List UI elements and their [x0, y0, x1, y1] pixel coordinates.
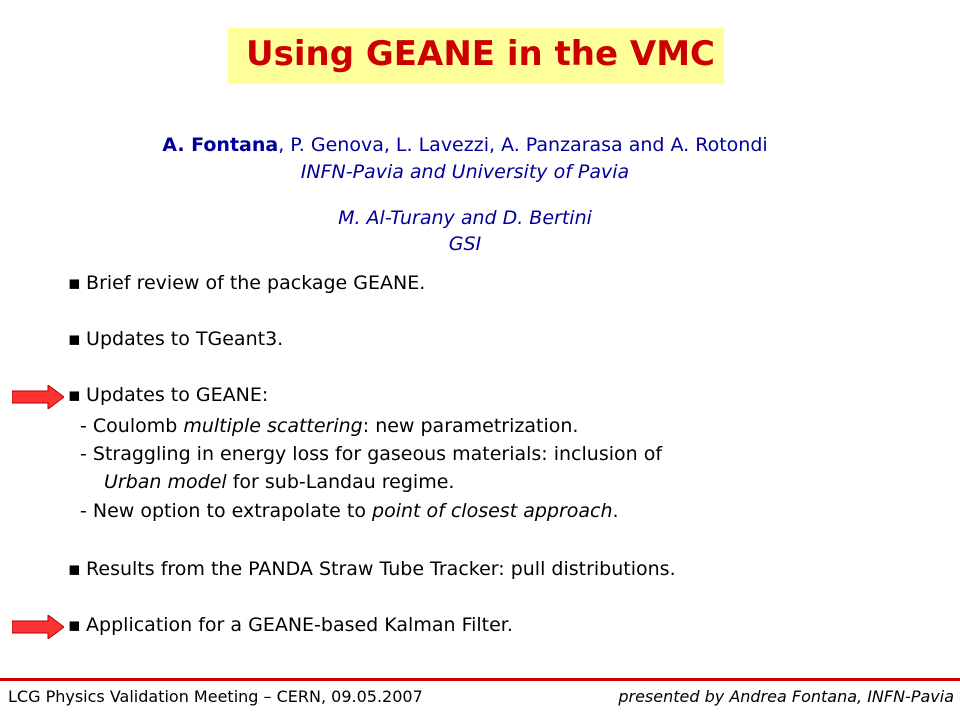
sub-text: for sub-Landau regime. — [226, 471, 455, 493]
red-arrow-icon — [12, 385, 64, 409]
red-arrow-icon — [12, 615, 64, 639]
sub-item — [104, 471, 454, 493]
bullet-icon: ▪ — [68, 384, 81, 406]
sub-text-emphasis: multiple scattering — [183, 415, 363, 437]
bullet-icon: ▪ — [68, 272, 81, 294]
bullet-item — [68, 272, 425, 294]
sub-text-emphasis: point of closest approach — [372, 500, 613, 522]
bullet-text: Brief review of the package GEANE. — [86, 272, 426, 294]
bullet-item — [68, 558, 676, 580]
slide-title: Using GEANE in the VMC — [246, 34, 715, 74]
footer-meeting: LCG Physics Validation Meeting – CERN, 09.05.2007 — [8, 687, 423, 706]
bullet-text: Updates to TGeant3. — [86, 328, 284, 350]
sub-text: - Coulomb — [80, 415, 184, 437]
bullet-text: Application for a GEANE-based Kalman Filter. — [86, 614, 513, 636]
bullet-icon: ▪ — [68, 614, 81, 636]
sub-item — [80, 500, 619, 522]
footer-divider — [0, 678, 960, 681]
other-authors: , P. Genova, L. Lavezzi, A. Panzarasa and A. Rotondi — [278, 134, 768, 156]
sub-text: - New option to extrapolate to — [80, 500, 373, 522]
bullet-text: Updates to GEANE: — [86, 384, 269, 406]
bullet-text: Results from the PANDA Straw Tube Tracker: pull distributions. — [86, 558, 676, 580]
affiliation: INFN-Pavia and University of Pavia — [300, 161, 630, 183]
second-author-group: M. Al-Turany and D. Bertini — [338, 207, 592, 229]
author-list — [0, 134, 930, 156]
sub-text: . — [612, 500, 619, 522]
sub-text-emphasis: Urban model — [104, 471, 227, 493]
sub-item: - Straggling in energy loss for gaseous materials: inclusion of — [80, 443, 663, 465]
lead-author: A. Fontana — [162, 134, 279, 156]
bullet-icon: ▪ — [68, 328, 81, 350]
footer-presenter: presented by Andrea Fontana, INFN-Pavia — [618, 687, 954, 706]
bullet-item — [68, 384, 268, 406]
sub-item — [80, 415, 578, 437]
bullet-item — [68, 328, 283, 350]
bullet-item — [68, 614, 513, 636]
second-affiliation: GSI — [448, 233, 482, 255]
sub-text: : new parametrization. — [362, 415, 579, 437]
bullet-icon: ▪ — [68, 558, 81, 580]
